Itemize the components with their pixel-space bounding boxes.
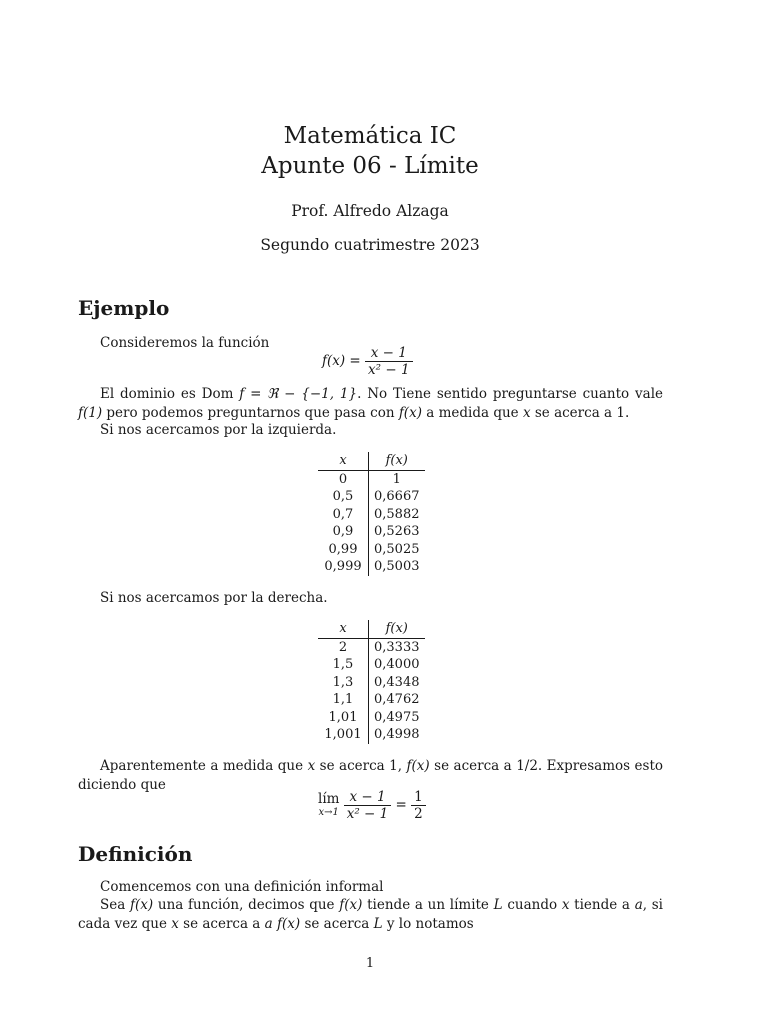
math-span: x <box>561 897 570 913</box>
text-span: Sea <box>100 897 131 913</box>
table-row <box>318 674 425 692</box>
math-span: f(1) <box>78 404 103 421</box>
col-x-header: x <box>318 452 369 470</box>
text-span: una función, decimos que <box>153 897 340 913</box>
table-row <box>318 470 425 488</box>
result-numerator: 1 <box>411 789 426 806</box>
cell-x: 0,9 <box>318 523 369 541</box>
result-denominator: 2 <box>414 806 423 822</box>
cell-x: 0,5 <box>318 488 369 506</box>
title-line-2: Apunte 06 - Límite <box>261 153 479 179</box>
text-span: Aparentemente a medida que <box>100 758 308 774</box>
date: Segundo cuatrimestre 2023 <box>260 236 480 254</box>
cell-fx: 1 <box>392 471 401 487</box>
left-values-table <box>318 452 425 576</box>
cell-x: 0,7 <box>318 506 369 524</box>
math-span: a <box>634 897 643 913</box>
text-span: a medida que <box>421 404 523 421</box>
cell-x: 1,1 <box>318 691 369 709</box>
page-number: 1 <box>365 956 375 971</box>
math-span: x <box>171 915 179 932</box>
math-span: f(x) <box>406 758 430 774</box>
cell-fx: 0,5263 <box>374 524 420 539</box>
right-approach-text: Si nos acercamos por la derecha. <box>100 590 328 606</box>
intro-text: Consideremos la función <box>100 335 270 351</box>
title-line-1: Matemática IC <box>283 123 457 149</box>
lim-numerator: x − 1 <box>344 789 392 806</box>
text-span: . No Tiene sentido preguntarse cuanto vale <box>357 386 664 402</box>
math-span: L <box>493 897 503 913</box>
section-heading-definicion: Definición <box>78 842 193 866</box>
table-row <box>318 726 425 744</box>
table-row <box>318 541 425 559</box>
col-x-header: x <box>318 620 369 638</box>
cell-fx: 0,4998 <box>374 727 420 742</box>
text-span: se acerca <box>300 915 374 932</box>
formula-denominator: x² − 1 <box>368 362 410 378</box>
author: Prof. Alfredo Alzaga <box>291 202 449 220</box>
math-span: x <box>522 404 531 421</box>
text-span: se acerca 1, <box>315 758 407 774</box>
cell-fx: 0,4975 <box>374 709 420 725</box>
definition-intro: Comencemos con una definición informal <box>100 879 384 895</box>
formula-lhs: f(x) = <box>322 353 361 369</box>
cell-fx: 0,3333 <box>374 639 420 655</box>
cell-fx: 0,4762 <box>374 692 420 707</box>
math-span: f(x) <box>277 915 301 932</box>
col-fx-header: f(x) <box>369 452 425 470</box>
domain-paragraph <box>78 385 663 422</box>
cell-fx: 0,5025 <box>374 541 420 557</box>
equals-sign: = <box>395 797 407 813</box>
text-span: se acerca a 1/2. Expresamos esto diciendo que <box>78 758 664 793</box>
cell-x: 1,001 <box>318 726 369 744</box>
cell-x: 1,3 <box>318 674 369 692</box>
function-formula <box>322 345 413 378</box>
cell-x: 2 <box>318 638 369 656</box>
left-approach-text: Si nos acercamos por la izquierda. <box>100 422 337 438</box>
text-span: se acerca a 1. <box>530 404 630 421</box>
math-span: a <box>264 915 273 932</box>
col-fx-header: f(x) <box>369 620 425 638</box>
table-row <box>318 709 425 727</box>
text-span: tiende a <box>569 897 635 913</box>
text-span: pero podemos preguntarnos que pasa con <box>102 404 399 421</box>
text-span: se acerca a <box>178 915 265 932</box>
math-span: f(x) <box>398 404 422 421</box>
text-span: El dominio es Dom <box>100 386 240 402</box>
table-row <box>318 691 425 709</box>
cell-x: 0,99 <box>318 541 369 559</box>
right-values-table <box>318 620 425 744</box>
cell-fx: 0,5882 <box>374 506 420 522</box>
lim-denominator: x² − 1 <box>346 806 389 822</box>
formula-fraction <box>365 345 413 378</box>
table-row <box>318 488 425 506</box>
table-row <box>318 523 425 541</box>
formula-numerator: x − 1 <box>365 345 413 362</box>
math-span: f = ℜ − {−1, 1} <box>239 386 358 402</box>
text-span: y lo notamos <box>382 915 474 932</box>
cell-fx: 0,4000 <box>374 657 420 672</box>
lim-operator <box>318 792 339 820</box>
table-row <box>318 558 425 576</box>
text-span: , si cada vez que <box>78 897 664 932</box>
title-block <box>0 121 740 181</box>
table-row <box>318 656 425 674</box>
limit-formula <box>318 789 426 822</box>
cell-x: 0 <box>318 470 369 488</box>
cell-fx: 0,6667 <box>374 489 420 504</box>
cell-fx: 0,5003 <box>374 559 420 574</box>
lim-result <box>411 789 426 822</box>
math-span: f(x) <box>339 897 363 913</box>
math-span: L <box>373 915 383 932</box>
cell-x: 1,01 <box>318 709 369 727</box>
math-span: x <box>307 758 316 774</box>
lim-word: lím <box>318 790 340 807</box>
table-row <box>318 506 425 524</box>
lim-fraction <box>344 789 392 822</box>
table-row <box>318 638 425 656</box>
cell-x: 0,999 <box>318 558 369 576</box>
cell-x: 1,5 <box>318 656 369 674</box>
text-span: tiende a un límite <box>362 897 494 913</box>
section-heading-ejemplo: Ejemplo <box>78 296 170 320</box>
definition-paragraph <box>78 896 663 933</box>
lim-subscript: x→1 <box>318 806 339 818</box>
math-span: f(x) <box>130 897 154 913</box>
cell-fx: 0,4348 <box>374 674 420 690</box>
text-span: cuando <box>502 897 562 913</box>
